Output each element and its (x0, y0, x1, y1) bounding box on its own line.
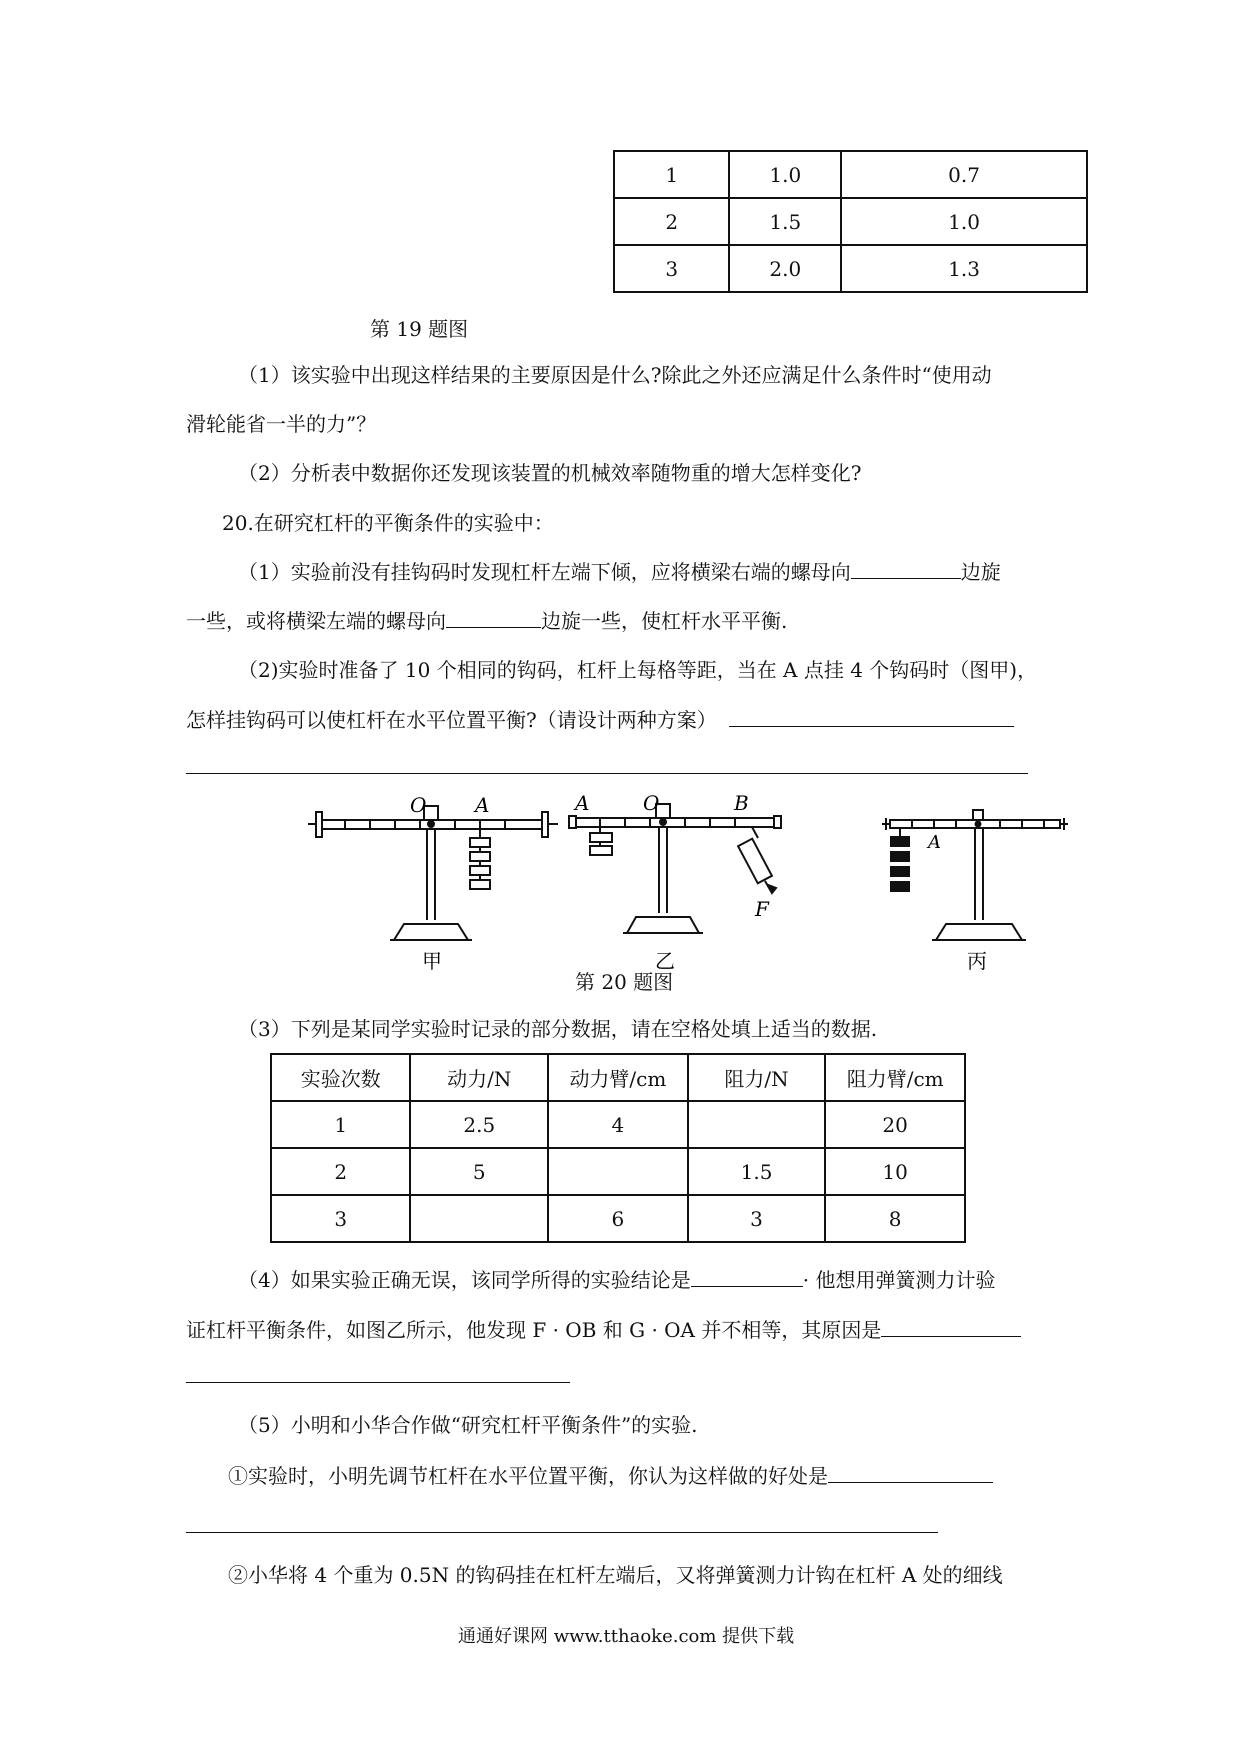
table-cell: 2.0 (729, 245, 841, 292)
table-header-row (271, 1054, 965, 1101)
fig19-caption: 第 19 题图 (370, 317, 469, 341)
q20-part4-line2: 证杠杆平衡条件，如图乙所示，他发现 F · OB 和 G · OA 并不相等，其原因是 (186, 1316, 1021, 1343)
table-cell: 1 (614, 151, 729, 198)
table-cell: 1.3 (841, 245, 1087, 292)
answer-blank-3[interactable] (729, 706, 1014, 727)
table-row (271, 1148, 965, 1195)
table-cell: 2 (614, 198, 729, 245)
table-cell[interactable] (688, 1101, 826, 1148)
table-cell: 3 (688, 1195, 826, 1242)
label-yi-A: A (575, 791, 590, 815)
table-header-cell: 动力/N (410, 1054, 548, 1101)
table-header-cell: 阻力臂/cm (825, 1054, 965, 1101)
table-cell: 1.0 (841, 198, 1087, 245)
answer-line-6b[interactable] (186, 1532, 938, 1533)
label-bing: 丙 (967, 949, 987, 973)
answer-blank-6[interactable] (828, 1462, 993, 1483)
table-cell: 2 (271, 1148, 410, 1195)
answer-blank-1[interactable] (851, 558, 961, 579)
table-row (614, 151, 1087, 198)
q19-part2: （2）分析表中数据你还发现该装置的机械效率随物重的增大怎样变化? (238, 461, 862, 485)
table-row (271, 1195, 965, 1242)
lever-yi (569, 804, 781, 933)
table-cell: 20 (825, 1101, 965, 1148)
table-cell[interactable] (548, 1148, 688, 1195)
table-cell: 3 (271, 1195, 410, 1242)
label-yi-O: O (643, 791, 660, 815)
answer-blank-4[interactable] (691, 1266, 803, 1287)
answer-line-5b[interactable] (186, 1382, 570, 1383)
answer-blank-2[interactable] (446, 607, 541, 628)
table-cell: 8 (825, 1195, 965, 1242)
label-jia-O: O (410, 793, 427, 817)
q19-part1-line2: 滑轮能省一半的力”？ (186, 412, 377, 436)
q20-part5-2: ②小华将 4 个重为 0.5N 的钩码挂在杠杆左端后，又将弹簧测力计钩在杠杆 A 处的细线 (228, 1563, 1003, 1587)
q19-table (613, 150, 1088, 293)
lever-jia (308, 806, 558, 940)
q20-title: 20.在研究杠杆的平衡条件的实验中： (222, 511, 554, 535)
table-row (271, 1101, 965, 1148)
fig20-diagrams (300, 780, 1100, 973)
q20-table (270, 1053, 966, 1243)
q20-part2-line2: 怎样挂钩码可以使杠杆在水平位置平衡?（请设计两种方案） (186, 706, 1014, 733)
page-footer: 通通好课网 www.tthaoke.com 提供下载 (458, 1626, 795, 1647)
table-cell: 1.5 (688, 1148, 826, 1195)
table-row (614, 198, 1087, 245)
table-cell: 10 (825, 1148, 965, 1195)
q20-part4-line1: （4）如果实验正确无误，该同学所得的实验结论是 · 他想用弹簧测力计验 (238, 1268, 996, 1292)
q20-part5: （5）小明和小华合作做“研究杠杆平衡条件”的实验. (238, 1413, 698, 1437)
table-cell[interactable] (410, 1195, 548, 1242)
table-cell: 5 (410, 1148, 548, 1195)
answer-blank-5[interactable] (881, 1316, 1021, 1337)
fig20-caption: 第 20 题图 (575, 970, 674, 994)
label-jia: 甲 (422, 949, 442, 973)
answer-line-3b[interactable] (186, 773, 1028, 774)
table-header-cell: 动力臂/cm (548, 1054, 688, 1101)
label-yi-F: F (755, 897, 769, 921)
table-cell: 2.5 (410, 1101, 548, 1148)
table-header-cell: 实验次数 (271, 1054, 410, 1101)
table-cell: 1.0 (729, 151, 841, 198)
table-cell: 1.5 (729, 198, 841, 245)
label-bing-A: A (928, 832, 941, 853)
label-yi: 乙 (655, 949, 675, 973)
label-jia-A: A (475, 793, 490, 817)
q20-part1-line1: （1）实验前没有挂钩码时发现杠杆左端下倾，应将横梁右端的螺母向 边旋 (238, 560, 1001, 584)
q20-part3: （3）下列是某同学实验时记录的部分数据，请在空格处填上适当的数据. (238, 1017, 878, 1041)
q20-part5-1: ①实验时，小明先调节杠杆在水平位置平衡，你认为这样做的好处是 (228, 1462, 993, 1489)
table-row (614, 245, 1087, 292)
q20-part1-line2: 一些，或将横梁左端的螺母向 边旋一些，使杠杆水平平衡. (186, 609, 788, 633)
table-cell: 0.7 (841, 151, 1087, 198)
table-cell: 4 (548, 1101, 688, 1148)
weights-bing (890, 836, 910, 892)
q19-part1-line1: （1）该实验中出现这样结果的主要原因是什么?除此之外还应满足什么条件时“使用动 (238, 363, 992, 387)
table-cell: 3 (614, 245, 729, 292)
label-yi-B: B (734, 791, 749, 815)
table-cell: 1 (271, 1101, 410, 1148)
q20-part2-line1: （2)实验时准备了 10 个相同的钩码，杠杆上每格等距，当在 A 点挂 4 个钩码时（图甲)， (238, 658, 1038, 682)
table-cell: 6 (548, 1195, 688, 1242)
table-header-cell: 阻力/N (688, 1054, 826, 1101)
